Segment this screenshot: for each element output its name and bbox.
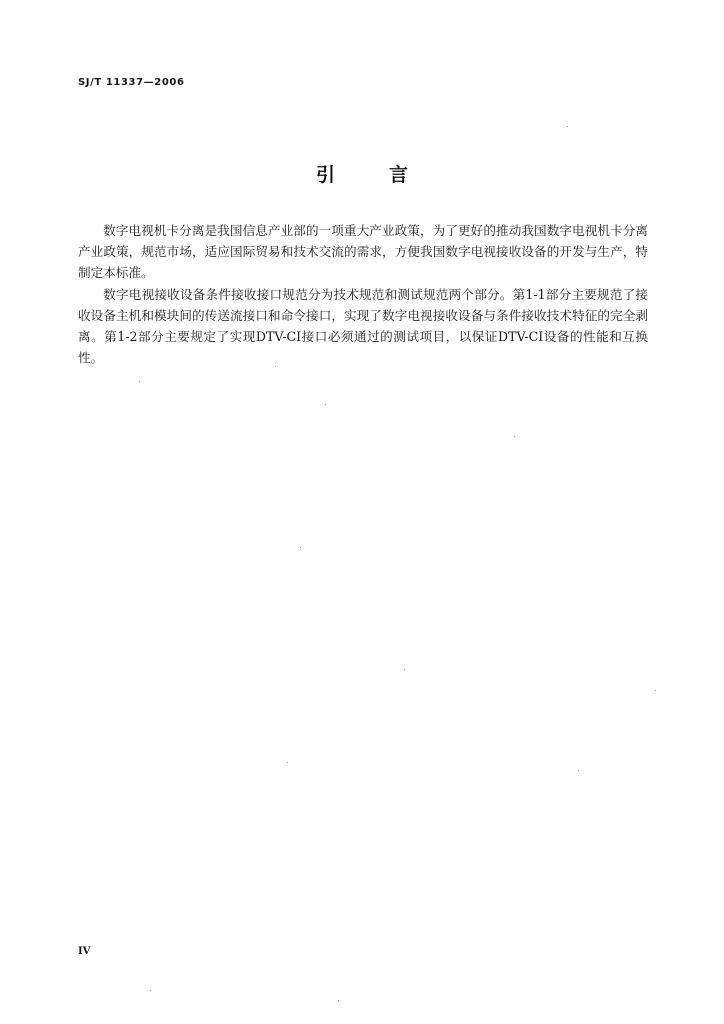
standard-code-header: SJ/T 11337—2006: [78, 77, 185, 88]
page-title: 引言: [315, 164, 462, 186]
scan-speck: [300, 547, 301, 548]
paragraph-2: 数字电视接收设备条件接收接口规范分为技术规范和测试规范两个部分。第1-1部分主要规范了接收设备主机和模块间的传送流接口和命令接口，实现了数字电视接收设备与条件接收技术特征的完全剥离。第1-2部分主要规定了实现DTV-CI接口必须通过的测试项目，以保证DTV-CI设备的性能和互换性。: [78, 286, 648, 366]
paragraph-1: 数字电视机卡分离是我国信息产业部的一项重大产业政策，为了更好的推动我国数字电视机卡分离产业政策，规范市场，适应国际贸易和技术交流的需求，方便我国数字电视接收设备的开发与生产，特制定本标准。: [78, 223, 648, 281]
scan-speck: [655, 690, 656, 691]
scan-speck: [287, 762, 288, 763]
scan-speck: [514, 436, 515, 437]
body-text: [78, 220, 648, 368]
scan-speck: [325, 404, 326, 405]
scan-speck: [275, 366, 276, 367]
scan-speck: [150, 990, 151, 991]
scan-speck: [567, 126, 568, 127]
scan-speck: [578, 770, 579, 771]
page-number: IV: [78, 946, 91, 957]
scan-speck: [404, 669, 405, 670]
scan-speck: [139, 381, 140, 382]
scan-speck: [338, 1000, 339, 1001]
